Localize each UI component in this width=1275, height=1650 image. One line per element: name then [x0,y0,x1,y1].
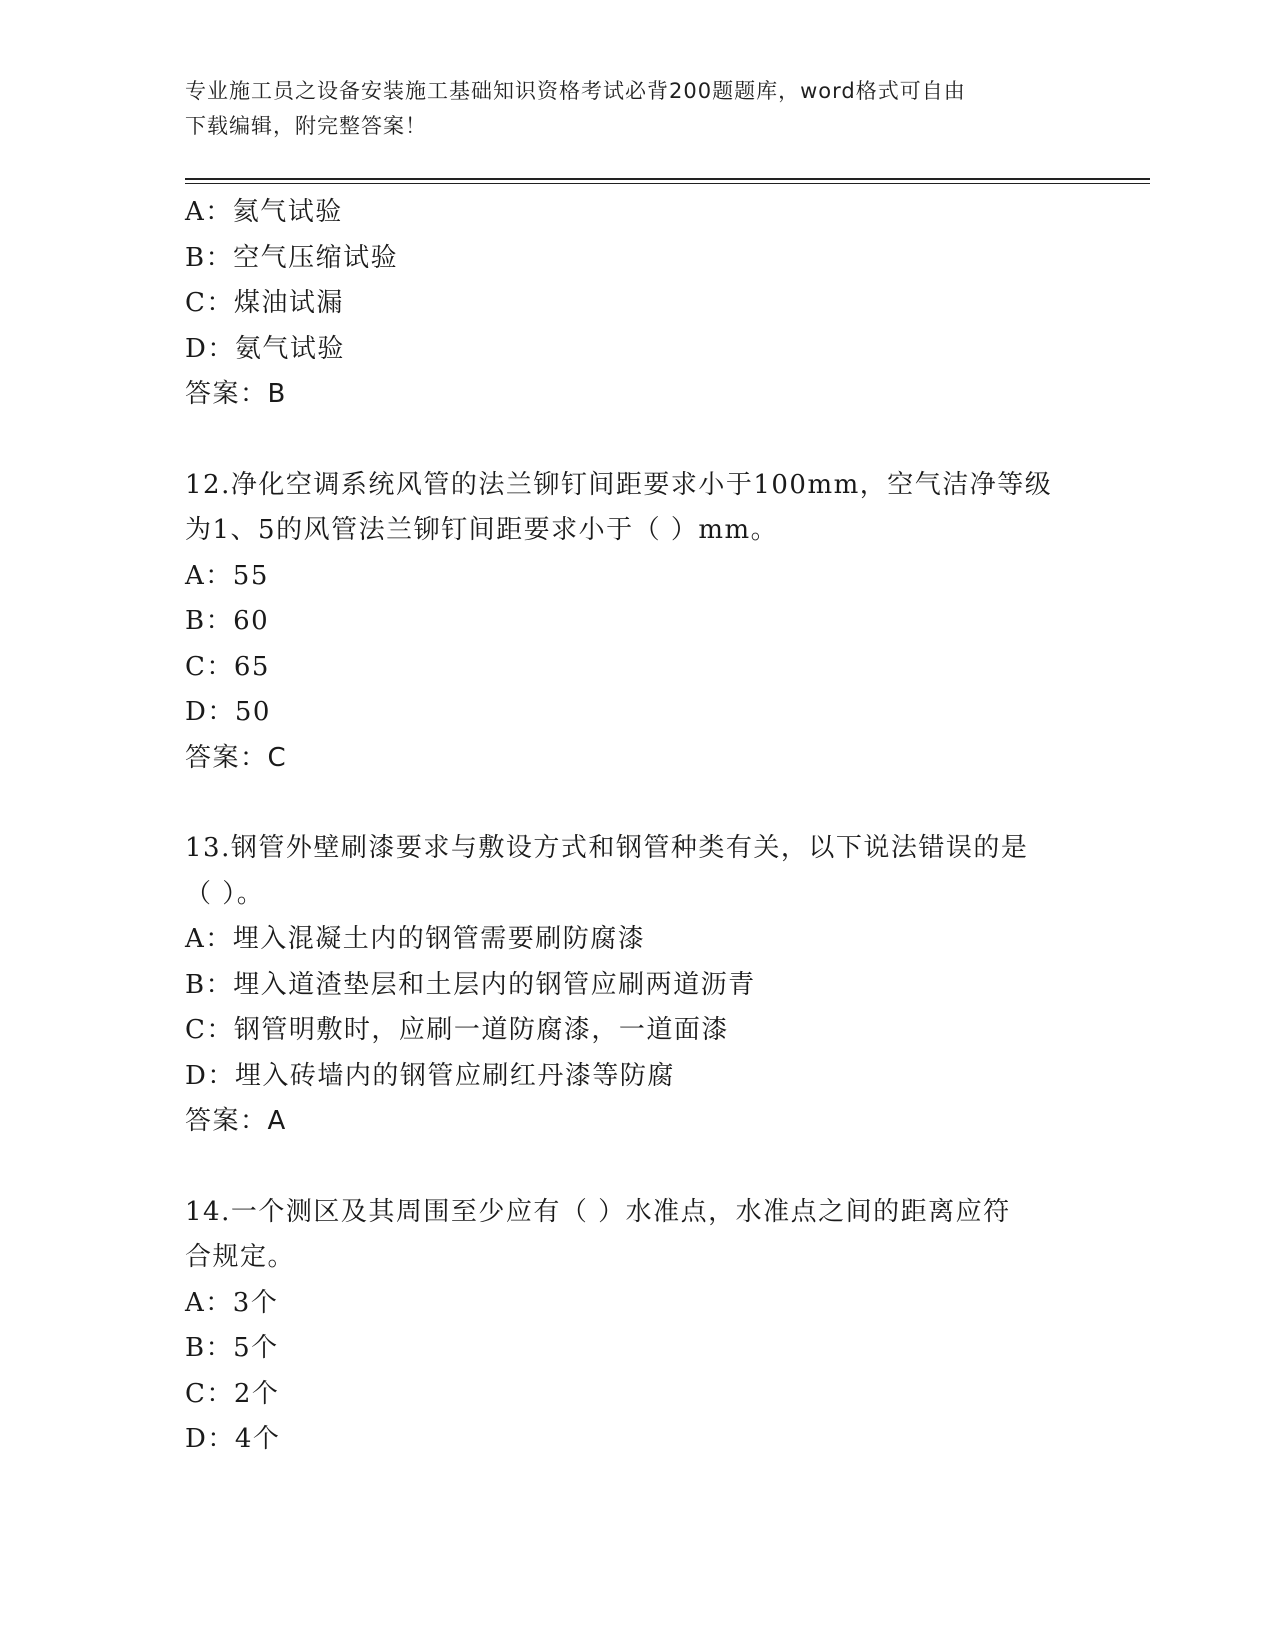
option-a: A：埋入混凝土内的钢管需要刷防腐漆 [185,924,646,954]
question-text-line-2: 为1、5的风管法兰铆钉间距要求小于（ ）mm。 [185,515,779,545]
header-divider-thin [185,183,1150,184]
spacer [185,1145,1085,1190]
option-d: D：4个 [185,1424,281,1454]
option-b: B：埋入道渣垫层和土层内的钢管应刷两道沥青 [185,969,756,1000]
option-a: A：55 [185,560,269,591]
question-list [185,190,1085,1463]
question-text-line-2: 合规定。 [185,1242,296,1272]
question-12 [185,463,1085,782]
option-b: B：60 [185,606,270,636]
option-c: C：钢管明敷时，应刷一道防腐漆，一道面漆 [185,1015,729,1045]
spacer [185,781,1085,826]
option-b: B：空气压缩试验 [185,242,399,273]
header-line-1: 专业施工员之设备安装施工基础知识资格考试必背200题题库，word格式可自由 [185,79,966,103]
question-text-line-1: 12.净化空调系统风管的法兰铆钉间距要求小于100mm，空气洁净等级 [185,469,1053,500]
header-line-2: 下载编辑，附完整答案！ [185,114,427,138]
option-a: A：3个 [185,1287,279,1318]
header-divider [185,178,1150,180]
option-a: A：氦气试验 [185,197,343,227]
document-header [185,74,1065,144]
option-b: B：5个 [185,1333,279,1363]
option-c: C：2个 [185,1378,280,1409]
answer-line: 答案：B [185,379,287,409]
option-c: C：煤油试漏 [185,288,344,318]
option-d: D：埋入砖墙内的钢管应刷红丹漆等防腐 [185,1060,675,1091]
answer-line: 答案：C [185,742,288,773]
option-d: D：氨气试验 [185,333,345,364]
question-text-line-1: 14.一个测区及其周围至少应有（ ）水准点，水准点之间的距离应符 [185,1196,1011,1227]
question-text-line-1: 13.钢管外壁刷漆要求与敷设方式和钢管种类有关，以下说法错误的是 [185,833,1029,863]
question-text-line-2: （ ）。 [185,878,265,909]
question-13 [185,826,1085,1145]
option-c: C：65 [185,651,270,682]
option-d: D：50 [185,697,271,727]
question-11 [185,190,1085,418]
answer-line: 答案：A [185,1106,287,1136]
question-14 [185,1190,1085,1463]
spacer [185,418,1085,463]
